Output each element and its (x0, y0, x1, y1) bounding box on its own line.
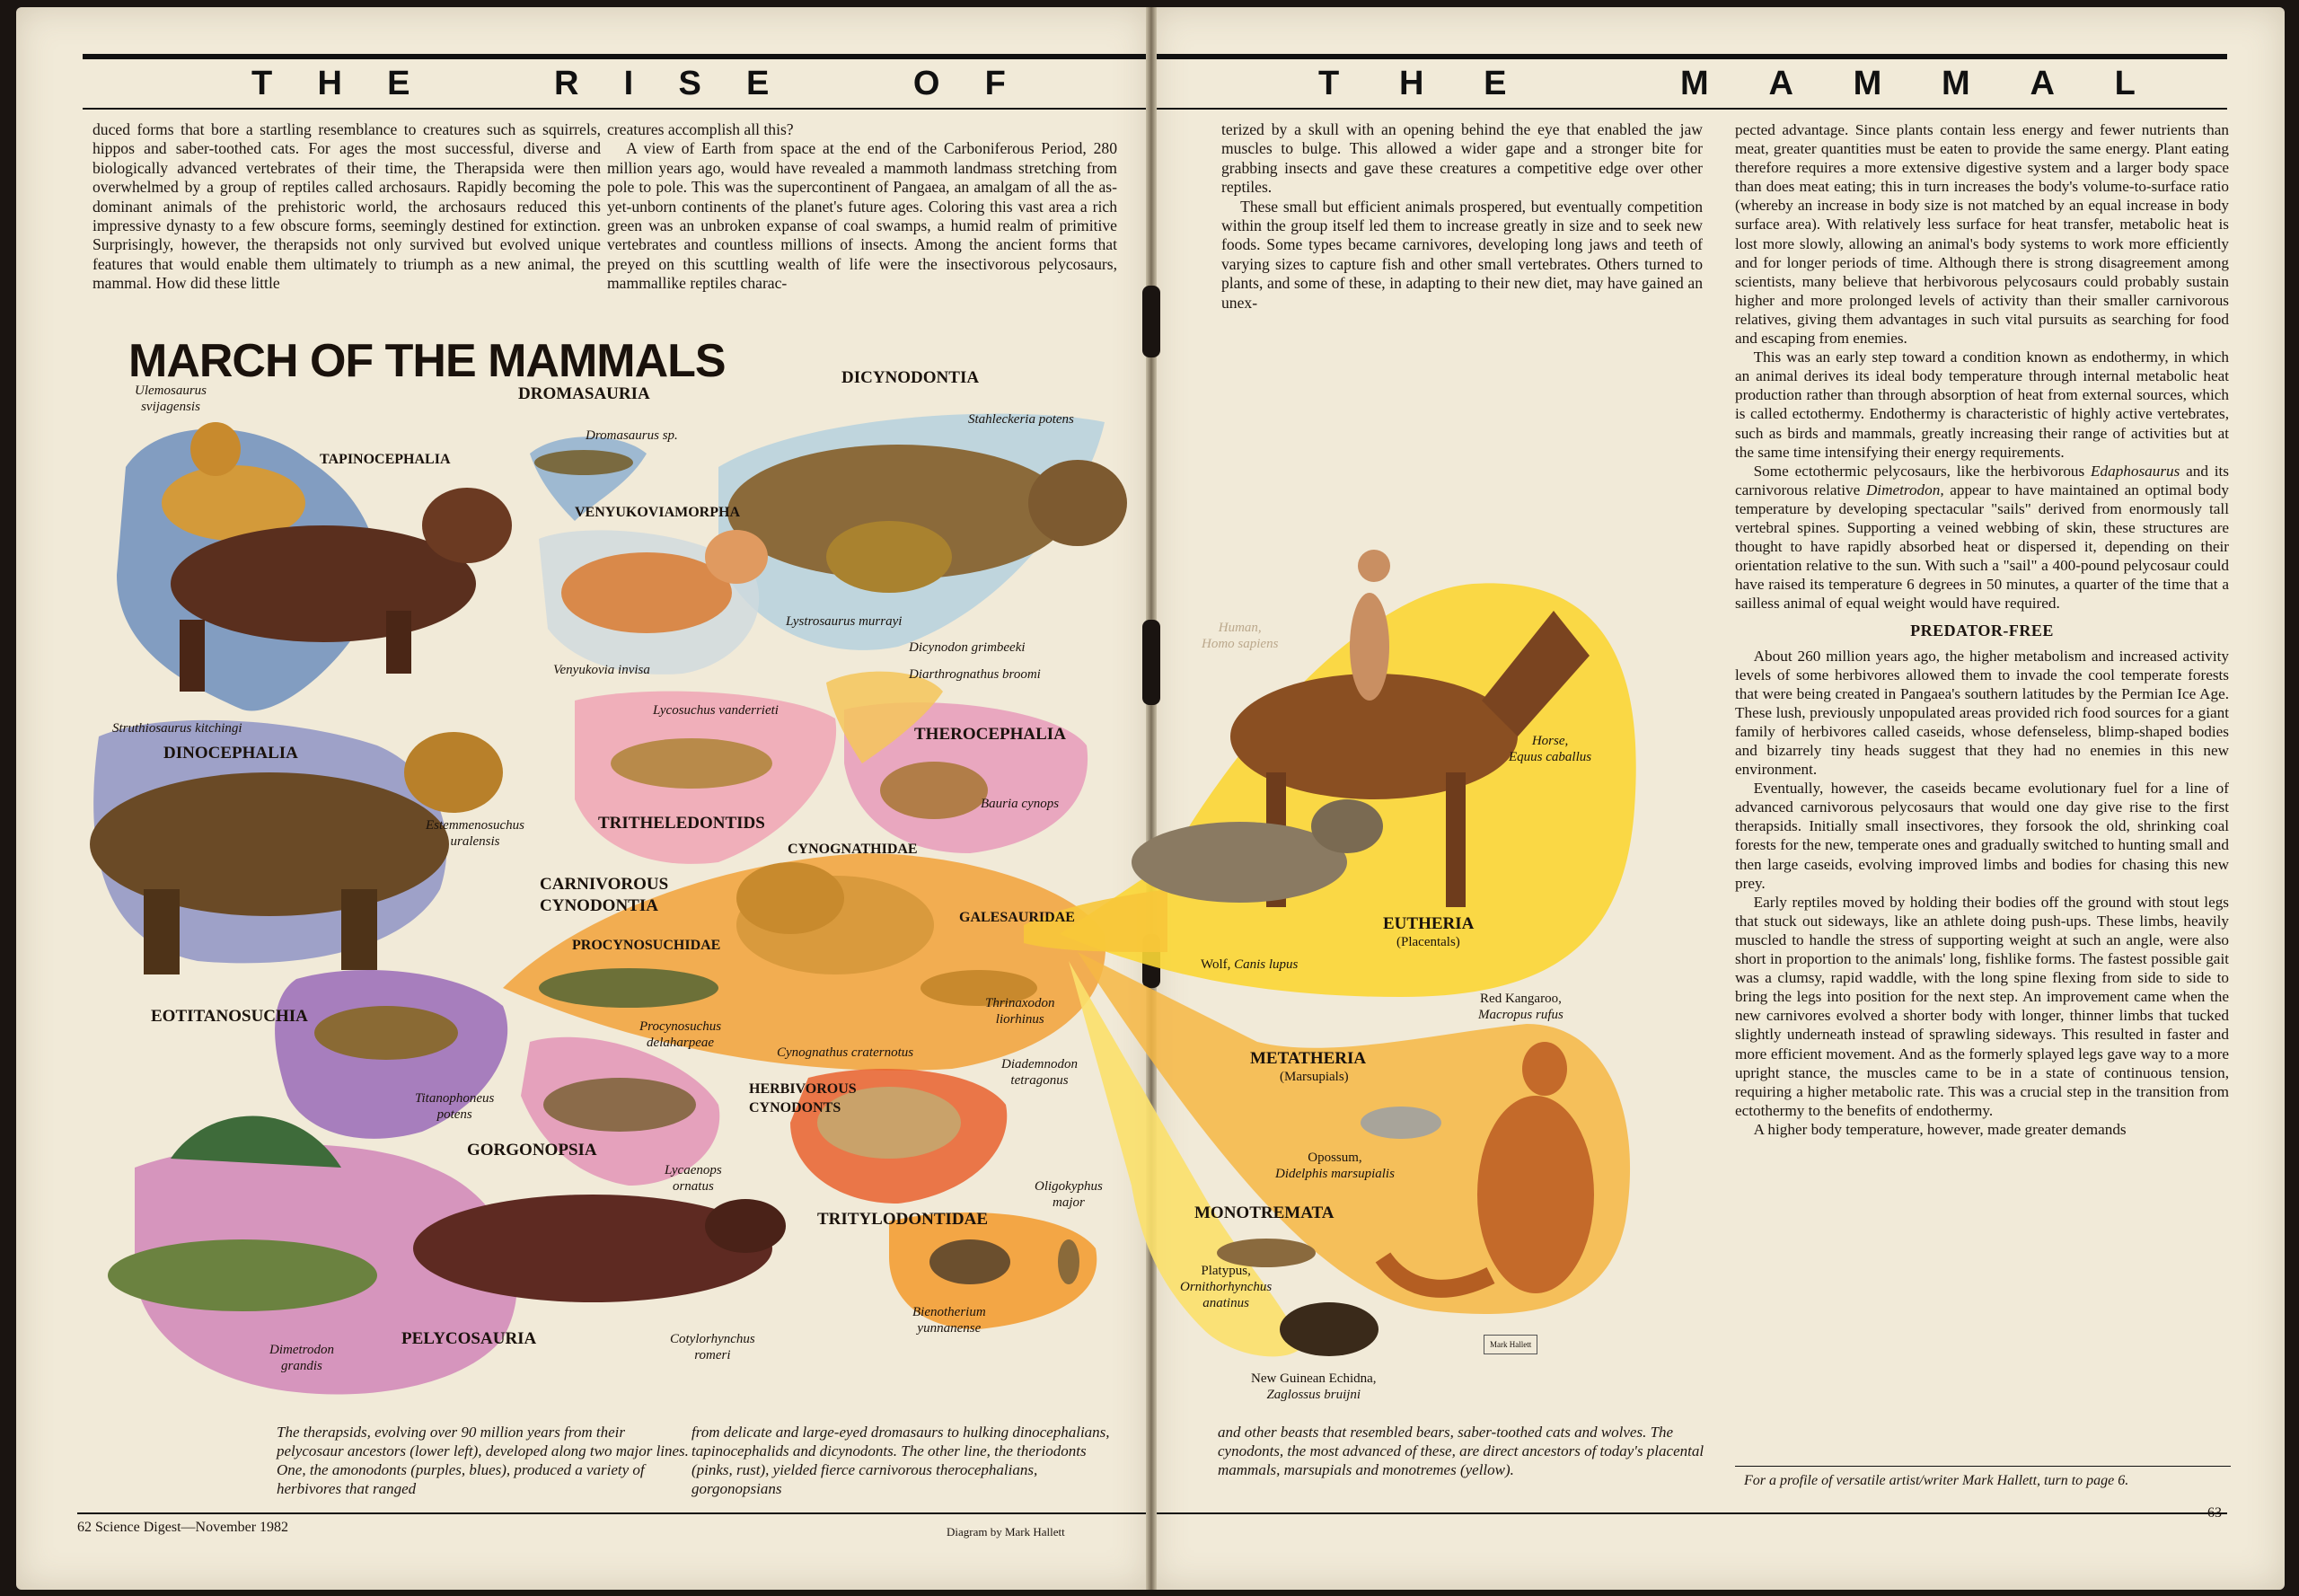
species-cynognathus: Cynognathus craternotus (777, 1045, 914, 1060)
species-lycaenops (665, 1162, 722, 1195)
header-letter: O (912, 64, 940, 102)
header-letter: M (1853, 64, 1882, 102)
label-carnivorous: CARNIVOROUS (540, 875, 669, 894)
body-paragraph: pected advantage. Since plants contain less energy and fewer nutrients than meat, greater quantities must be eaten to provide the same energy. Plant eating therefore requires a more extensive digestive system and a larger body space than does meat eating; this in turn increases the body's volume-to-surface ratio (whereby an increase in body size is not matched by an equal increase in body surface area). With relatively less surface for heat transfer, metabolic heat is lost more slowly, allowing an animal's body systems to work more efficiently and for longer periods of time. Although there is strong disagreement among scientists, many believe that herbivorous pelycosaurs could probably sustain higher and more prolonged levels of activity than their smaller carnivorous relatives, giving them advantages in such vital pursuits as searching for food and escaping from enemies. (1735, 121, 2229, 348)
species-name: Dimetrodon (269, 1343, 334, 1357)
dromasaurus-figure (534, 450, 633, 475)
caption-column-3: and other beasts that resembled bears, saber-toothed cats and wolves. The cynodonts, the most advanced of these, are direct ancestors of today's placental mammals, marsupials and monotremes (yellow). (1218, 1424, 1704, 1478)
species-name: yunnanense (917, 1321, 982, 1336)
species-dicynodon: Dicynodon grimbeeki (909, 640, 1026, 655)
species-estemmenosuchus (426, 817, 524, 850)
header-letter: M (1680, 64, 1709, 102)
body-paragraph: duced forms that bore a startling resemblance to creatures such as squirrels, hippos and saber-toothed cats. For ages the most successful, diverse and biologically advanced vertebrates of their time, the Therapsida were then overwhelmed by a group of reptiles called archosaurs. Rapidly becoming the dominant animals of the prehistoric world, the archosaurs reduced this impressive dynasty to a few obscure forms, seemingly destined for extinction. Surprisingly, however, the therapsids not only survived but evolved unique features that would enable them ultimately to triumph as a new animal, the mammal. How did these little (92, 120, 601, 293)
species-name: Platypus, (1201, 1264, 1251, 1278)
header-letter: S (678, 64, 701, 102)
page-number: 63 (2207, 1505, 2222, 1521)
header-letter: F (984, 64, 1006, 102)
species-name: Wolf, (1201, 957, 1235, 972)
species-dromasaurus: Dromasaurus sp. (586, 428, 678, 443)
species-name: Equus caballus (1509, 750, 1592, 764)
diagram-title: MARCH OF THE MAMMALS (128, 335, 726, 387)
species-ulemosaurus (135, 383, 207, 415)
label-venyukoviamorpha: VENYUKOVIAMORPHA (575, 505, 740, 520)
species-name: Ulemosaurus (135, 384, 207, 398)
label-cynognathidae: CYNOGNATHIDAE (788, 842, 918, 857)
species-bauria: Bauria cynops (981, 797, 1060, 811)
species-diademnodon (1001, 1056, 1078, 1089)
header-letter: E (746, 64, 770, 102)
species-name: Zaglossus bruijni (1266, 1388, 1361, 1402)
species-name: Ornithorhynchus (1180, 1280, 1273, 1294)
artist-signature: Mark Hallett (1484, 1335, 1537, 1354)
human-figure (1350, 550, 1390, 701)
species-name: Homo sapiens (1202, 637, 1279, 651)
species-horse (1509, 733, 1591, 765)
label-cynodonts: CYNODONTS (749, 1100, 841, 1115)
header-letter: A (2030, 64, 2055, 102)
label-tapinocephalia: TAPINOCEPHALIA (320, 452, 451, 467)
header-letter: H (1398, 64, 1424, 102)
species-name: Human, (1218, 621, 1262, 635)
label-marsupials: (Marsupials) (1280, 1070, 1349, 1084)
header-letter: L (2114, 64, 2136, 102)
header-letter: E (1484, 64, 1507, 102)
label-cynodontia: CYNODONTIA (540, 896, 658, 915)
echidna-figure (1280, 1302, 1379, 1356)
species-name: potens (436, 1107, 472, 1122)
species-dimetrodon (269, 1342, 334, 1374)
species-name: uralensis (450, 834, 500, 849)
species-name: Lycaenops (665, 1163, 722, 1177)
species-lystrosaurus: Lystrosaurus murrayi (786, 614, 903, 629)
species-diarthrognathus: Diarthrognathus broomi (909, 667, 1041, 682)
species-name: tetragonus (1010, 1073, 1069, 1088)
species-name: Cotylorhynchus (670, 1332, 755, 1346)
label-procynosuchidae: PROCYNOSUCHIDAE (572, 938, 721, 953)
body-paragraph: About 260 million years ago, the higher metabolism and increased activity levels of some herbivores allowed them to invade the cool temperate forests that were being created in Pangaea's southern latitudes by the Permian Ice Age. These lush, previously unpopulated areas provided rich food sources for a giant family of herbivores called caseids, whose defenseless, blimp-shaped bodies and bizarrely tiny heads suggest that they had no enemies in this new environment. (1735, 647, 2229, 779)
species-name: ornatus (672, 1179, 714, 1194)
species-opossum (1275, 1150, 1395, 1182)
footer-folio: 62 Science Digest—November 1982 (77, 1520, 289, 1535)
text-run: and its carnivorous relative (1735, 462, 2230, 498)
label-dicynodontia: DICYNODONTIA (841, 368, 980, 387)
body-paragraph: creatures accomplish all this? (607, 120, 794, 138)
species-name: Didelphis marsupialis (1275, 1167, 1395, 1181)
species-name: Canis lupus (1234, 957, 1299, 972)
label-pelycosauria: PELYCOSAURIA (401, 1329, 537, 1348)
species-echidna (1251, 1371, 1377, 1403)
label-herbivorous: HERBIVOROUS (749, 1081, 857, 1097)
header-letter: R (553, 64, 579, 102)
caption-column-1: The therapsids, evolving over 90 million years from their pelycosaur ancestors (lower left), developed along two major lines. One, the amonodonts (purples, blues), produced a variety of herbivores that ranged (277, 1424, 689, 1497)
label-monotremata: MONOTREMATA (1194, 1204, 1334, 1222)
label-metatheria: METATHERIA (1250, 1049, 1367, 1068)
body-paragraph: These small but efficient animals prospered, but eventually competition within the group itself led them to increase greatly in size and to seek new foods. Some types became carnivores, developing long jaws and teeth of varying sizes to capture fish and other small vertebrates. Others turned to plants, and some of these, in adapting to their new diet, may have gained an unex- (1221, 197, 1703, 312)
species-bienotherium (912, 1304, 986, 1336)
species-venyukovia: Venyukovia invisa (553, 663, 650, 677)
text-run: Some ectothermic pelycosaurs, like the herbivorous (1753, 462, 2092, 480)
body-paragraph: A view of Earth from space at the end of the Carboniferous Period, 280 million years ago, would have revealed a mammoth landmass stretching from pole to pole. This was the supercontinent of Pangaea, an amalgam of all the as-yet-unborn continents of the planet's future ages. Coloring this vast area a rich green was an unbroken expanse of coal swamps, a humid realm of primitive vertebrates and countless millions of insects. Among the ancient forms that preyed on this scuttling wealth of life were the insectivorous pelycosaurs, mammallike reptiles charac- (607, 139, 1117, 293)
subhead: PREDATOR-FREE (1910, 622, 2054, 640)
label-dinocephalia: DINOCEPHALIA (163, 744, 298, 763)
label-therocephalia: THEROCEPHALIA (914, 725, 1066, 744)
titanophoneus-figure (314, 1006, 458, 1060)
body-paragraph: terized by a skull with an opening behind the eye that enabled the jaw muscles to bulge. This allowed a wider gape and a stronger bite for grabbing insects and gave these creatures a competitive edge over other reptiles. (1221, 120, 1703, 197)
procynosuchus-figure (539, 968, 718, 1008)
header-letter: M (1942, 64, 1970, 102)
species-name: Red Kangaroo, (1480, 992, 1562, 1006)
species-name: svijagensis (141, 400, 200, 414)
label-dromasauria: DROMASAURIA (518, 384, 650, 403)
species-thrinaxodon (985, 995, 1055, 1027)
species-platypus (1180, 1263, 1272, 1311)
species-human (1202, 620, 1278, 652)
diagram-credit: Diagram by Mark Hallett (947, 1525, 1065, 1539)
body-paragraph: This was an early step toward a condition known as endothermy, in which an animal derives its ideal body temperature through internal metabolic heat production rather than through absorption of heat from external sources, which is called ectothermy. Endothermy is characteristic of highly active vertebrates, such as birds and mammals, greatly increasing their range of activities but at the same time intensifying their energy requirements. (1735, 348, 2229, 461)
species-wolf (1201, 957, 1298, 973)
artist-note: For a profile of versatile artist/writer Mark Hallett, turn to page 6. (1744, 1473, 2129, 1488)
species-procynosuchus (639, 1018, 721, 1051)
label-gorgonopsia: GORGONOPSIA (467, 1141, 597, 1160)
header-letter: H (317, 64, 342, 102)
species-name: major (1052, 1195, 1085, 1210)
header-letter: T (251, 64, 273, 102)
species-oligokyphus (1035, 1178, 1103, 1211)
opossum-figure (1361, 1107, 1441, 1139)
species-name: liorhinus (995, 1012, 1044, 1027)
species-name: New Guinean Echidna, (1251, 1371, 1377, 1386)
species-name: Procynosuchus (639, 1019, 722, 1034)
lycosuchus-figure (611, 738, 772, 789)
species-lycosuchus: Lycosuchus vanderrieti (653, 703, 779, 718)
species-name: romeri (694, 1348, 731, 1362)
species-name: Titanophoneus (415, 1091, 495, 1106)
text-run: Edaphosaurus (2091, 462, 2180, 480)
caption-column-2: from delicate and large-eyed dromasaurs to hulking dinocephalians, tapinocephalids and dicynodonts. The other line, the theriodonts (pinks, rust), yielded fierce carnivorous therocephalians, gorgonopsians (691, 1424, 1110, 1497)
species-name: Oligokyphus (1035, 1179, 1103, 1194)
species-name: Diademnodon (1001, 1057, 1078, 1071)
header-letter: A (1768, 64, 1793, 102)
species-name: Opossum, (1308, 1151, 1362, 1165)
label-placentals: (Placentals) (1396, 935, 1460, 949)
text-run: Dimetrodon, (1865, 481, 1944, 498)
species-cotylorhynchus (670, 1331, 755, 1363)
species-name: anatinus (1202, 1296, 1249, 1310)
species-name: delaharpeae (647, 1036, 715, 1050)
label-eotitanosuchia: EOTITANOSUCHIA (151, 1007, 308, 1026)
bauria-figure (880, 762, 988, 819)
species-name: Horse, (1531, 734, 1569, 748)
text-run: appear to have maintained an optimal body temperature by developing spectacular "sails" derived from enormously tall vertebral spines. Supporting a veined webbing of skin, these structures are thought to have rapidly absorbed heat or dispersed it, depending on their orientation relative to the sun. With such a "sail" a 400-pound pelycosaur could have raised its temperature 6 degrees in 50 minutes, a quarter of the time that a sailless animal of equal weight would have required. (1735, 481, 2229, 613)
lycaenops-figure (543, 1078, 696, 1132)
header-letter: I (623, 64, 634, 102)
diademodon-figure (817, 1087, 961, 1159)
label-galesauridae: GALESAURIDAE (959, 910, 1075, 925)
species-kangaroo (1478, 991, 1563, 1023)
species-name: grandis (281, 1359, 322, 1373)
label-tritylodontidae: TRITYLODONTIDAE (817, 1210, 989, 1229)
header-letter: E (387, 64, 410, 102)
species-titanophoneus (415, 1090, 494, 1123)
species-stahleckeria: Stahleckeria potens (968, 412, 1074, 427)
species-name: Thrinaxodon (985, 996, 1055, 1010)
label-eutheria: EUTHERIA (1383, 914, 1475, 933)
cotylorhynchus-figure (413, 1195, 786, 1302)
body-paragraph: A higher body temperature, however, made greater demands (1753, 1120, 2127, 1138)
body-paragraph: Eventually, however, the caseids became evolutionary fuel for a line of advanced carnivorous pelycosaurs that would one day give rise to the first therapsids. Initially small insectivores, they forsook the old, shrinking coal forests for the new, temperate ones and gradually switched to hunting small and then large caseids, evolving improved limbs and bodies for chasing this new prey. (1735, 780, 2229, 892)
species-name: Bienotherium (912, 1305, 986, 1319)
label-tritheledontids: TRITHELEDONTIDS (598, 814, 765, 833)
species-name: Macropus rufus (1478, 1008, 1563, 1022)
species-struthiosaurus: Struthiosaurus kitchingi (112, 721, 242, 736)
species-name: Estemmenosuchus (426, 818, 524, 833)
body-paragraph: Early reptiles moved by holding their bodies off the ground with stout legs that stuck out sideways, like an athlete doing push-ups. These limbs, heavily muscled to handle the stress of supporting weight at such an angle, were also short in proportion to the animals' long, fishlike forms. The fastest possible gait was a clumsy, rapid waddle, with the long spine flexing from side to side to bring the legs into position for the next step. An improvement came when the new carnivores evolved a shorter body with longer, thinner limbs that tucked slightly underneath instead of sprawling sideways. This resulted in faster and more efficient movement. And as the formerly splayed legs gave way to a more upright stance, the muscles came to be in a state of continuous tension, requiring a higher metabolic rate. This was a crucial step in the transition from ectothermy to the benefits of endothermy. (1735, 893, 2229, 1119)
header-letter: T (1318, 64, 1340, 102)
